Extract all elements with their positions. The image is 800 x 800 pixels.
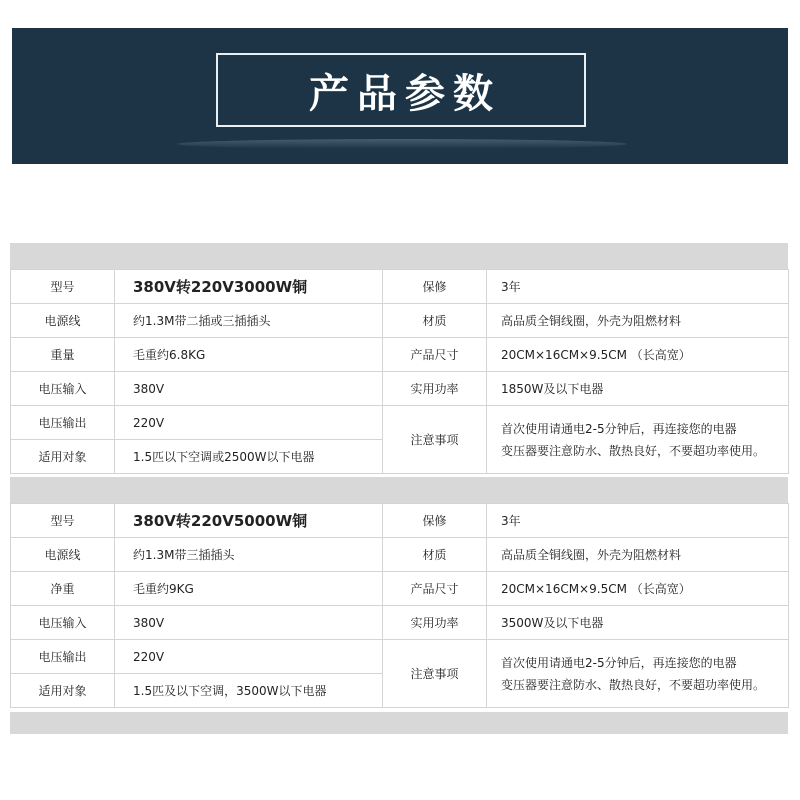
cell-value-warranty: 3年 [487, 270, 789, 304]
cell-value-material: 高品质全铜线圈，外壳为阻燃材料 [487, 538, 789, 572]
table-band [10, 243, 788, 269]
cell-label-size: 产品尺寸 [383, 338, 487, 372]
title-frame [216, 53, 586, 127]
spec-table-3000w [10, 243, 788, 474]
cell-value-size: 20CM×16CM×9.5CM （长高宽） [487, 572, 789, 606]
cell-value-input-voltage: 380V [115, 372, 383, 406]
table-row [11, 406, 789, 440]
cell-value-weight: 毛重约6.8KG [115, 338, 383, 372]
notice-line: 首次使用请通电2-5分钟后，再连接您的电器 [501, 421, 737, 436]
cell-label-warranty: 保修 [383, 270, 487, 304]
cell-value-power: 1850W及以下电器 [487, 372, 789, 406]
table-row [11, 372, 789, 406]
cell-label-model: 型号 [11, 270, 115, 304]
cell-value-size: 20CM×16CM×9.5CM （长高宽） [487, 338, 789, 372]
cell-value-weight: 毛重约9KG [115, 572, 383, 606]
cell-label-power-cord: 电源线 [11, 304, 115, 338]
cell-value-output-voltage: 220V [115, 640, 383, 674]
header-banner [12, 28, 788, 164]
table-row [11, 572, 789, 606]
cell-value-input-voltage: 380V [115, 606, 383, 640]
table-row [11, 606, 789, 640]
cell-value-notice [487, 640, 789, 708]
cell-label-applicable: 适用对象 [11, 674, 115, 708]
cell-label-notice: 注意事项 [383, 406, 487, 474]
notice-line: 变压器要注意防水、散热良好，不要超功率使用。 [501, 443, 766, 458]
title-reflection [177, 139, 627, 149]
spec-table [10, 503, 789, 708]
table-row [11, 640, 789, 674]
cell-label-notice: 注意事项 [383, 640, 487, 708]
cell-label-output-voltage: 电压输出 [11, 640, 115, 674]
cell-value-warranty: 3年 [487, 504, 789, 538]
cell-label-applicable: 适用对象 [11, 440, 115, 474]
page-title: 产品参数 [309, 70, 501, 117]
cell-label-material: 材质 [383, 538, 487, 572]
table-row [11, 304, 789, 338]
table-row [11, 270, 789, 304]
cell-value-material: 高品质全铜线圈，外壳为阻燃材料 [487, 304, 789, 338]
cell-label-model: 型号 [11, 504, 115, 538]
notice-line: 首次使用请通电2-5分钟后，再连接您的电器 [501, 655, 737, 670]
cell-value-model: 380V转220V3000W铜 [115, 270, 383, 304]
cell-value-model: 380V转220V5000W铜 [115, 504, 383, 538]
cell-label-input-voltage: 电压输入 [11, 606, 115, 640]
cell-label-weight: 重量 [11, 338, 115, 372]
cell-value-power-cord: 约1.3M带三插插头 [115, 538, 383, 572]
cell-label-power: 实用功率 [383, 372, 487, 406]
cell-value-power: 3500W及以下电器 [487, 606, 789, 640]
cell-label-input-voltage: 电压输入 [11, 372, 115, 406]
cell-value-power-cord: 约1.3M带二插或三插插头 [115, 304, 383, 338]
cell-value-applicable: 1.5匹及以下空调，3500W以下电器 [115, 674, 383, 708]
cell-label-power: 实用功率 [383, 606, 487, 640]
table-row [11, 538, 789, 572]
cell-value-applicable: 1.5匹以下空调或2500W以下电器 [115, 440, 383, 474]
cell-label-material: 材质 [383, 304, 487, 338]
cell-label-power-cord: 电源线 [11, 538, 115, 572]
cell-label-output-voltage: 电压输出 [11, 406, 115, 440]
cell-value-output-voltage: 220V [115, 406, 383, 440]
cell-label-weight: 净重 [11, 572, 115, 606]
cell-label-warranty: 保修 [383, 504, 487, 538]
spec-table-5000w [10, 477, 788, 708]
cell-label-size: 产品尺寸 [383, 572, 487, 606]
table-row [11, 504, 789, 538]
cell-value-notice [487, 406, 789, 474]
table-band [10, 477, 788, 503]
table-row [11, 338, 789, 372]
spec-table [10, 269, 789, 474]
footer-band [10, 712, 788, 734]
notice-line: 变压器要注意防水、散热良好，不要超功率使用。 [501, 677, 766, 692]
